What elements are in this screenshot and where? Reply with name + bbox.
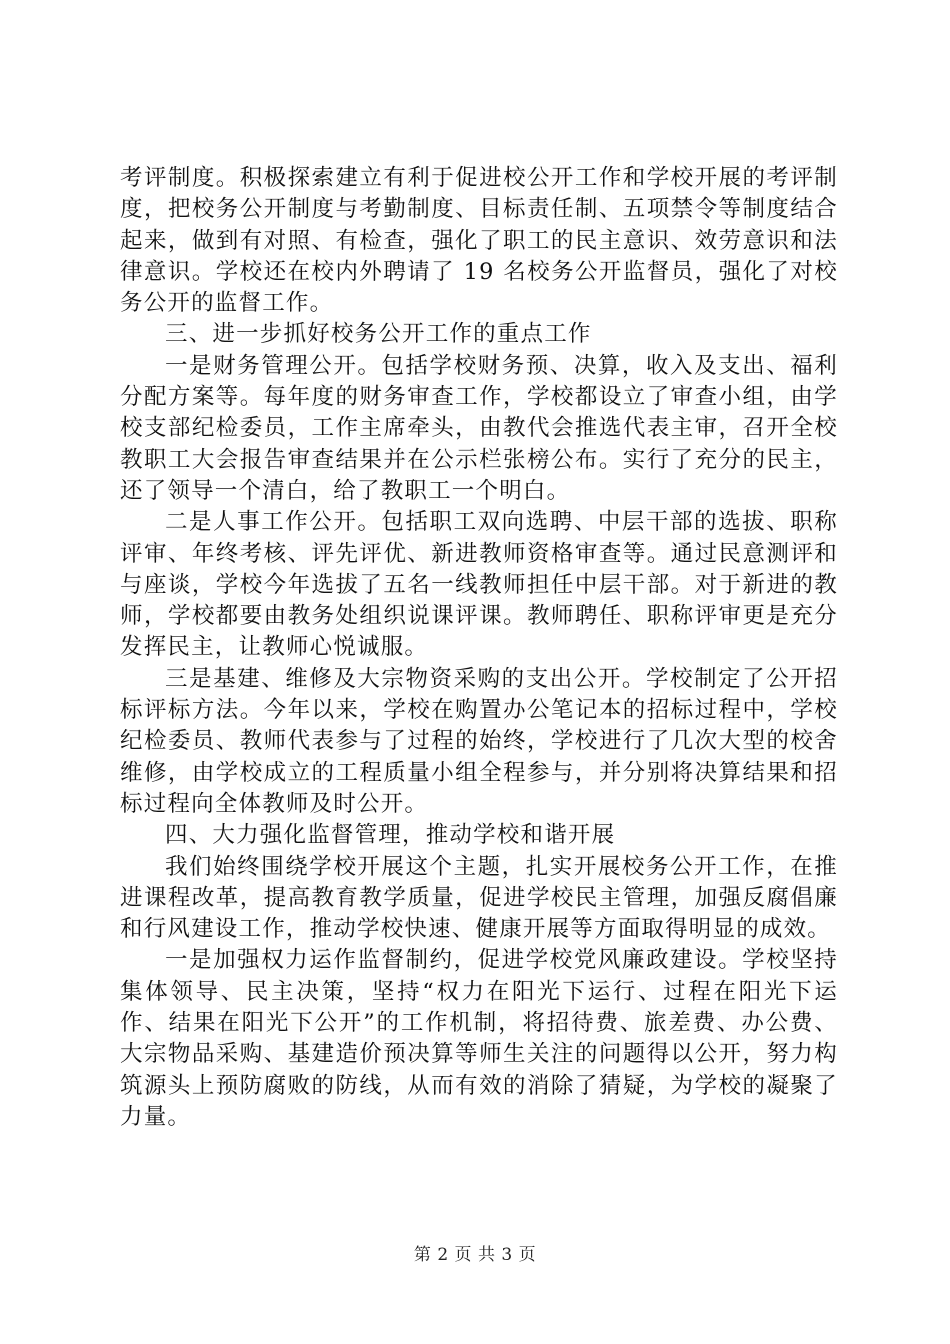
page-number-footer: 第 2 页 共 3 页 [413, 1245, 537, 1265]
paragraph-construction-disclosure: 三是基建、维修及大宗物资采购的支出公开。学校制定了公开招标评标方法。今年以来，学校在购置办公笔记本的招标过程中，学校纪检委员、教师代表参与了过程的始终，学校进行了几次大型的校舍维修，由学校成立的工程质量小组全程参与，并分别将决算结果和招标过程向全体教师及时公开。 [120, 665, 838, 817]
heading-section-three: 三、进一步抓好校务公开工作的重点工作 [165, 321, 592, 348]
paragraph-finance-disclosure: 一是财务管理公开。包括学校财务预、决算，收入及支出、福利分配方案等。每年度的财务审查工作，学校都设立了审查小组，由学校支部纪检委员，工作主席牵头，由教代会推选代表主审，召开全校教职工大会报告审查结果并在公示栏张榜公布。实行了充分的民主，还了领导一个清白，给了教职工一个明白。 [120, 352, 838, 504]
paragraph-power-supervision: 一是加强权力运作监督制约，促进学校党风廉政建设。学校坚持集体领导、民主决策，坚持“权力在阳光下运行、过程在阳光下运作、结果在阳光下公开”的工作机制，将招待费、旅差费、办公费、大宗物品采购、基建造价预决算等师生关注的问题得以公开，努力构筑源头上预防腐败的防线，从而有效的消除了猜疑，为学校的凝聚了力量。 [120, 947, 838, 1130]
paragraph-results-summary: 我们始终围绕学校开展这个主题，扎实开展校务公开工作，在推进课程改革，提高教育教学质量，促进学校民主管理，加强反腐倡廉和行风建设工作，推动学校快速、健康开展等方面取得明显的成效。 [120, 853, 838, 943]
paragraph-personnel-disclosure: 二是人事工作公开。包括职工双向选聘、中层干部的选拔、职称评审、年终考核、评先评优、新进教师资格审查等。通过民意测评和与座谈，学校今年选拔了五名一线教师担任中层干部。对于新进的教师，学校都要由教务处组织说课评课。教师聘任、职称评审更是充分发挥民主，让教师心悦诚服。 [120, 509, 838, 661]
paragraph-assessment-system: 考评制度。积极探索建立有利于促进校公开工作和学校开展的考评制度，把校务公开制度与考勤制度、目标责任制、五项禁令等制度结合起来，做到有对照、有检查，强化了职工的民主意识、效劳意识和法律意识。学校还在校内外聘请了 19 名校务公开监督员，强化了对校务公开的监督工作。 [120, 165, 838, 317]
document-body [120, 163, 838, 1133]
heading-section-four: 四、大力强化监督管理，推动学校和谐开展 [165, 822, 616, 849]
